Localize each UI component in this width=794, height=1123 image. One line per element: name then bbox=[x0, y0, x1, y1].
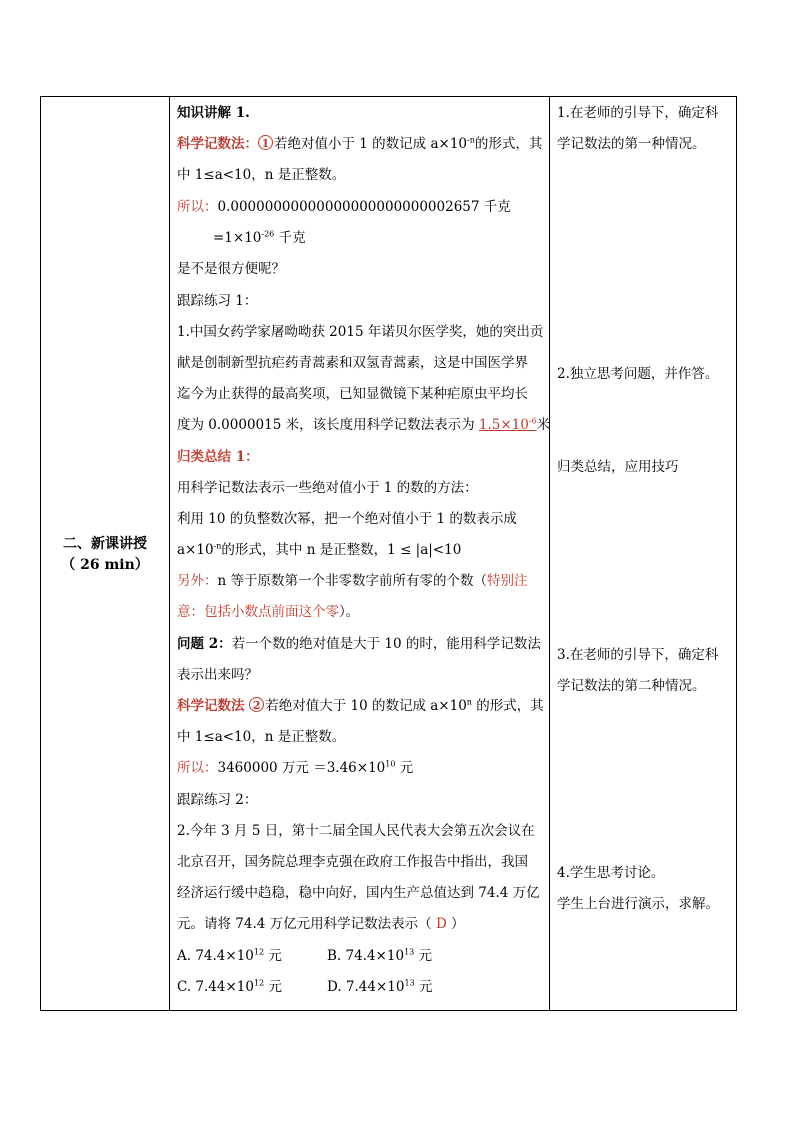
exponent: 12 bbox=[253, 978, 265, 988]
extra-note: 意：包括小数点前面这个零 bbox=[177, 604, 339, 620]
content-column bbox=[177, 97, 549, 1010]
example-result-base: =1×10 bbox=[213, 230, 262, 246]
practice-2-line: 经济运行缓中趋稳，稳中向好，国内生产总值达到 74.4 万亿 bbox=[177, 885, 540, 901]
exponent: -26 bbox=[261, 229, 275, 239]
practice-2-answer: D bbox=[435, 916, 447, 932]
activity-1: 1.在老师的引导下，确定科 bbox=[557, 105, 719, 121]
practice-2-line bbox=[177, 914, 549, 934]
practice-2-line: 北京召开，国务院总理李克强在政府工作报告中指出，我国 bbox=[177, 854, 528, 870]
sci-notation-text: 的形式，其 bbox=[474, 136, 543, 152]
activity-3: 3.在老师的引导下，确定科 bbox=[557, 647, 719, 663]
question-text: 若一个数的绝对值是大于 10 的时，能用科学记数法 bbox=[231, 636, 541, 652]
summary-1-line: 利用 10 的负整数次幂，把一个绝对值小于 1 的数表示成 bbox=[177, 511, 517, 527]
activity-1-line2: 学记数法的第一种情况。 bbox=[557, 136, 706, 152]
options-row bbox=[177, 946, 549, 966]
lesson-table bbox=[40, 96, 737, 1011]
summary-extra-line2 bbox=[177, 602, 549, 622]
question-2 bbox=[177, 634, 549, 654]
extra-note: 特别注 bbox=[487, 573, 528, 589]
activity-3-line2: 学记数法的第二种情况。 bbox=[557, 678, 706, 694]
practice-1-text: 度为 0.0000015 米，该长度用科学记数法表示为 bbox=[177, 417, 479, 433]
exponent: 10 bbox=[385, 759, 396, 769]
option-unit: 元 bbox=[264, 948, 282, 964]
knowledge-heading: 知识讲解 1. bbox=[177, 105, 250, 121]
answer-base: 1.5×10 bbox=[478, 417, 529, 433]
summary-text: a×10 bbox=[177, 542, 214, 558]
activity-2: 2.独立思考问题，并作答。 bbox=[557, 366, 719, 382]
summary-text: 的形式，其中 n 是正整数，1 ≤ |a|<10 bbox=[221, 542, 462, 558]
sci-notation-label: 科学记数法： bbox=[177, 136, 258, 152]
exponent: n bbox=[466, 697, 472, 707]
activity-4: 4.学生思考讨论。 bbox=[557, 865, 665, 881]
practice-1-heading: 跟踪练习 1： bbox=[177, 293, 258, 309]
option-unit: 元 bbox=[414, 979, 433, 995]
activity-column bbox=[557, 97, 735, 1010]
practice-1-line: 迄今为止获得的最高奖项，已知显微镜下某种疟原虫平均长 bbox=[177, 386, 528, 402]
example-1 bbox=[177, 197, 549, 217]
option-b bbox=[327, 946, 432, 966]
sci-notation-text: 若绝对值小于 1 的数记成 a×10 bbox=[274, 136, 468, 152]
section-column bbox=[41, 97, 169, 1010]
option-d bbox=[327, 977, 432, 997]
column-divider bbox=[169, 97, 170, 1010]
practice-1-answer bbox=[479, 417, 537, 433]
sci-notation-text: 若绝对值大于 10 的数记成 a×10 bbox=[265, 698, 467, 714]
option-a bbox=[177, 948, 282, 964]
activity-summary: 归类总结，应用技巧 bbox=[557, 459, 679, 475]
practice-2-text: ） bbox=[446, 916, 465, 932]
practice-1-line bbox=[177, 415, 549, 435]
extra-label: 另外： bbox=[177, 573, 218, 589]
exponent: -n bbox=[467, 135, 475, 145]
extra-text: n 等于原数第一个非零数字前所有零的个数（ bbox=[217, 573, 487, 589]
option-base: C. 7.44×10 bbox=[177, 979, 254, 995]
activity-4-line2: 学生上台进行演示，求解。 bbox=[557, 896, 719, 912]
convenience-question: 是不是很方便呢？ bbox=[177, 261, 285, 277]
option-base: A. 74.4×10 bbox=[177, 948, 254, 964]
option-unit: 元 bbox=[414, 948, 433, 964]
practice-2-heading: 跟踪练习 2： bbox=[177, 792, 258, 808]
practice-1-unit: 米 bbox=[536, 417, 551, 433]
practice-2-line: 2.今年 3 月 5 日，第十二届全国人民代表大会第五次会议在 bbox=[177, 823, 535, 839]
section-title: 二、新课讲授 bbox=[63, 536, 147, 552]
circled-number-2: 2 bbox=[249, 697, 264, 712]
exponent: -n bbox=[213, 541, 222, 551]
example-value: 0.00000000000000000000000002657 千克 bbox=[217, 199, 511, 215]
sci-notation-text: 的形式，其 bbox=[471, 698, 544, 714]
summary-1-line: 用科学记数法表示一些绝对值小于 1 的数的方法： bbox=[177, 480, 478, 496]
practice-2-text: 元。请将 74.4 万亿元用科学记数法表示（ bbox=[177, 916, 436, 932]
practice-1-line: 献是创制新型抗疟药青蒿素和双氢青蒿素，这是中国医学界 bbox=[177, 355, 528, 371]
option-c bbox=[177, 979, 282, 995]
option-base: B. 74.4×10 bbox=[327, 948, 405, 964]
example-2 bbox=[177, 758, 549, 778]
exponent: 13 bbox=[404, 978, 415, 988]
example-label: 所以： bbox=[177, 199, 218, 215]
summary-extra bbox=[177, 571, 549, 591]
sci-notation-1-line2: 中 1≤a<10，n 是正整数。 bbox=[177, 167, 346, 183]
summary-1-heading: 归类总结 1： bbox=[177, 449, 259, 465]
sci-notation-2-line2: 中 1≤a<10，n 是正整数。 bbox=[177, 729, 346, 745]
example-result-unit: 千克 bbox=[274, 230, 306, 246]
section-duration: （ 26 min） bbox=[61, 557, 149, 573]
exponent: -6 bbox=[528, 416, 537, 426]
example-label: 所以： bbox=[177, 760, 218, 776]
sci-notation-label: 科学记数法 bbox=[177, 698, 250, 714]
circled-number-1: 1 bbox=[258, 135, 273, 150]
example-value: 3460000 万元 ＝3.46×10 bbox=[217, 760, 386, 776]
option-unit: 元 bbox=[264, 979, 282, 995]
question-2-line2: 表示出来吗？ bbox=[177, 667, 258, 683]
sci-notation-1 bbox=[177, 134, 549, 154]
question-label: 问题 2： bbox=[177, 636, 232, 652]
example-1-result bbox=[213, 228, 585, 248]
exponent: 12 bbox=[253, 947, 265, 957]
option-base: D. 7.44×10 bbox=[327, 979, 405, 995]
practice-1-line: 1.中国女药学家屠呦呦获 2015 年诺贝尔医学奖，她的突出贡 bbox=[177, 324, 544, 340]
extra-end: ）。 bbox=[339, 604, 360, 620]
exponent: 13 bbox=[404, 947, 415, 957]
options-row bbox=[177, 977, 549, 997]
sci-notation-2 bbox=[177, 696, 549, 716]
example-unit: 元 bbox=[395, 760, 414, 776]
summary-1-line bbox=[177, 540, 549, 560]
